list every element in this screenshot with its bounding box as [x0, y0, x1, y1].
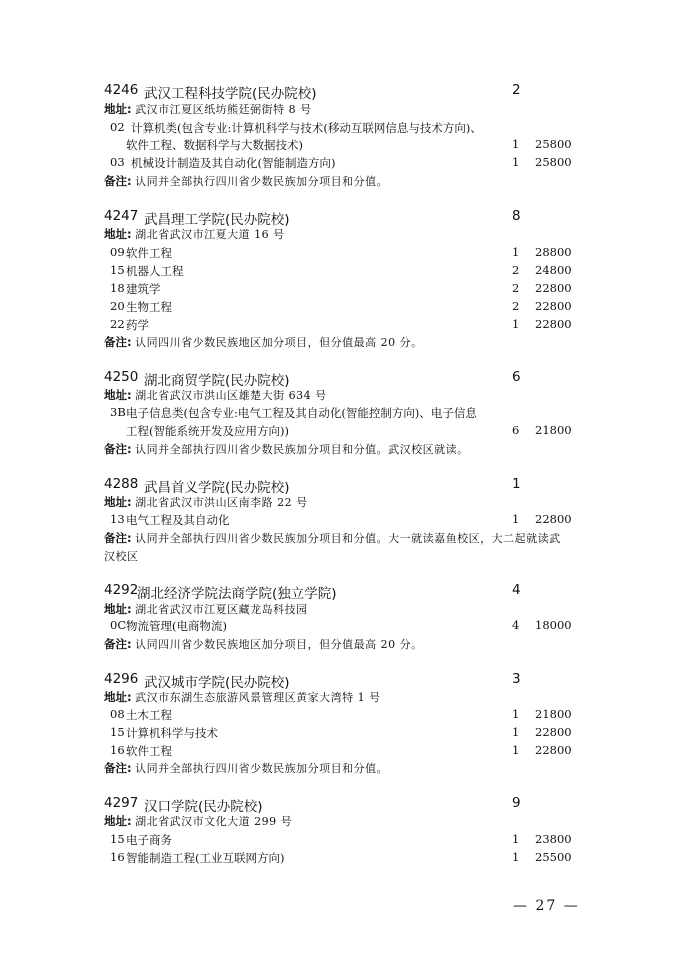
major-count: 4 [512, 618, 520, 632]
major-code: 02 [110, 120, 125, 134]
major-code: 08 [110, 707, 125, 721]
address-value: 武汉市东湖生态旅游风景管理区黄家大湾特 1 号 [135, 691, 381, 704]
major-fee: 25800 [535, 137, 572, 151]
major-row-continued [0, 137, 680, 155]
major-name-continued: 软件工程、数据科学与大数据技术) [126, 138, 303, 152]
note-value: 认同并全部执行四川省少数民族加分项目和分值。大一就读嘉鱼校区，大二起就读武 [135, 532, 561, 545]
note-label: 备注: [104, 637, 132, 651]
major-code: 3B [110, 405, 126, 419]
school-name: 汉口学院(民办院校) [144, 799, 263, 815]
major-name-continued: 工程(智能系统开发及应用方向)) [126, 424, 289, 438]
school-name: 武汉工程科技学院(民办院校) [144, 86, 317, 102]
major-name: 电气工程及其自动化 [126, 513, 230, 527]
school-note [0, 334, 680, 352]
major-fee: 24800 [535, 263, 572, 277]
school-address [0, 494, 680, 512]
major-row [0, 832, 680, 850]
note-value: 认同并全部执行四川省少数民族加分项目和分值。 [135, 175, 389, 188]
major-fee: 22800 [535, 743, 572, 757]
major-code: 15 [110, 725, 125, 739]
major-fee: 22800 [535, 317, 572, 331]
major-count: 1 [512, 155, 520, 169]
school-address [0, 601, 680, 619]
address-label: 地址: [104, 388, 132, 402]
address-value: 湖北省武汉市江夏区藏龙岛科技园 [135, 603, 308, 616]
school-name: 湖北经济学院法商学院(独立学院) [137, 586, 337, 602]
major-fee: 22800 [535, 725, 572, 739]
major-count: 2 [512, 299, 520, 313]
school-address [0, 813, 680, 831]
school-code: 4297 [104, 795, 139, 811]
school-name: 武昌理工学院(民办院校) [144, 212, 290, 228]
address-value: 湖北省武汉市洪山区雄楚大街 634 号 [135, 389, 327, 402]
note-value: 认同四川省少数民族地区加分项目，但分值最高 20 分。 [135, 336, 423, 349]
note-value: 认同四川省少数民族地区加分项目，但分值最高 20 分。 [135, 638, 423, 651]
major-name: 生物工程 [126, 300, 172, 314]
school-code: 4250 [104, 369, 139, 385]
school-header [0, 369, 680, 387]
major-fee: 21800 [535, 707, 572, 721]
major-row [0, 405, 680, 423]
major-row [0, 512, 680, 530]
major-row [0, 120, 680, 138]
major-name: 药学 [126, 318, 149, 332]
school-name: 湖北商贸学院(民办院校) [144, 373, 290, 389]
school-address [0, 689, 680, 707]
major-count: 1 [512, 245, 520, 259]
address-value: 湖北省武汉市文化大道 299 号 [135, 815, 293, 828]
major-row [0, 317, 680, 335]
school-note-continued [0, 548, 680, 566]
major-code: 15 [110, 832, 125, 846]
school-header [0, 208, 680, 226]
major-name: 机械设计制造及其自动化(智能制造方向) [131, 156, 336, 170]
school-note [0, 530, 680, 548]
page-number: — 27 — [513, 898, 580, 914]
major-fee: 22800 [535, 512, 572, 526]
major-fee: 22800 [535, 299, 572, 313]
school-address [0, 101, 680, 119]
major-code: 16 [110, 743, 125, 757]
major-fee: 25500 [535, 850, 572, 864]
school-quota: 2 [512, 82, 521, 98]
school-quota: 8 [512, 208, 521, 224]
note-value-continued: 汉校区 [104, 550, 139, 563]
address-label: 地址: [104, 690, 132, 704]
major-count: 1 [512, 725, 520, 739]
school-code: 4292 [104, 582, 139, 598]
school-header [0, 82, 680, 100]
major-fee: 23800 [535, 832, 572, 846]
major-code: 13 [110, 512, 125, 526]
address-label: 地址: [104, 102, 132, 116]
school-header [0, 476, 680, 494]
major-name: 电子商务 [126, 833, 172, 847]
major-row [0, 263, 680, 281]
major-count: 2 [512, 263, 520, 277]
major-row [0, 707, 680, 725]
major-row [0, 618, 680, 636]
school-quota: 4 [512, 582, 521, 598]
major-code: 09 [110, 245, 125, 259]
school-name: 武昌首义学院(民办院校) [144, 480, 290, 496]
school-quota: 6 [512, 369, 521, 385]
major-count: 1 [512, 137, 520, 151]
note-label: 备注: [104, 761, 132, 775]
major-row-continued [0, 423, 680, 441]
major-code: 03 [110, 155, 125, 169]
school-quota: 3 [512, 671, 521, 687]
address-value: 湖北省武汉市洪山区南李路 22 号 [135, 496, 308, 509]
major-row [0, 725, 680, 743]
address-value: 武汉市江夏区纸坊熊廷弼街特 8 号 [135, 103, 312, 116]
note-label: 备注: [104, 335, 132, 349]
school-note [0, 441, 680, 459]
major-row [0, 245, 680, 263]
major-count: 1 [512, 317, 520, 331]
major-name: 软件工程 [126, 246, 172, 260]
note-label: 备注: [104, 531, 132, 545]
school-code: 4247 [104, 208, 139, 224]
major-count: 1 [512, 707, 520, 721]
address-label: 地址: [104, 227, 132, 241]
address-label: 地址: [104, 602, 132, 616]
major-row [0, 155, 680, 173]
note-value: 认同并全部执行四川省少数民族加分项目和分值。 [135, 762, 389, 775]
major-count: 1 [512, 850, 520, 864]
major-name: 土木工程 [126, 708, 172, 722]
school-header [0, 671, 680, 689]
major-count: 1 [512, 743, 520, 757]
major-code: 0C [110, 618, 127, 632]
major-name: 机器人工程 [126, 264, 184, 278]
major-row [0, 299, 680, 317]
major-name: 计算机科学与技术 [126, 726, 218, 740]
major-name: 建筑学 [126, 282, 161, 296]
major-name: 电子信息类(包含专业:电气工程及其自动化(智能控制方向)、电子信息 [126, 406, 477, 420]
major-fee: 21800 [535, 423, 572, 437]
note-value: 认同并全部执行四川省少数民族加分项目和分值。武汉校区就读。 [135, 443, 469, 456]
major-code: 22 [110, 317, 125, 331]
address-label: 地址: [104, 814, 132, 828]
major-count: 1 [512, 832, 520, 846]
major-count: 1 [512, 512, 520, 526]
school-header [0, 795, 680, 813]
major-name: 智能制造工程(工业互联网方向) [126, 851, 285, 865]
major-fee: 22800 [535, 281, 572, 295]
major-fee: 25800 [535, 155, 572, 169]
major-name: 物流管理(电商物流) [126, 619, 227, 633]
note-label: 备注: [104, 174, 132, 188]
school-note [0, 173, 680, 191]
school-address [0, 387, 680, 405]
school-code: 4296 [104, 671, 139, 687]
major-name: 计算机类(包含专业:计算机科学与技术(移动互联网信息与技术方向)、 [131, 121, 482, 135]
school-note [0, 636, 680, 654]
school-header [0, 582, 680, 600]
major-code: 20 [110, 299, 125, 313]
major-row [0, 743, 680, 761]
major-row [0, 850, 680, 868]
major-fee: 18000 [535, 618, 572, 632]
major-code: 18 [110, 281, 125, 295]
major-count: 6 [512, 423, 520, 437]
address-label: 地址: [104, 495, 132, 509]
school-address [0, 226, 680, 244]
major-name: 软件工程 [126, 744, 172, 758]
school-name: 武汉城市学院(民办院校) [144, 675, 290, 691]
address-value: 湖北省武汉市江夏大道 16 号 [135, 228, 285, 241]
school-note [0, 760, 680, 778]
school-quota: 1 [512, 476, 521, 492]
major-fee: 28800 [535, 245, 572, 259]
major-code: 15 [110, 263, 125, 277]
school-code: 4288 [104, 476, 139, 492]
major-row [0, 281, 680, 299]
school-code: 4246 [104, 82, 139, 98]
school-quota: 9 [512, 795, 521, 811]
note-label: 备注: [104, 442, 132, 456]
major-count: 2 [512, 281, 520, 295]
major-code: 16 [110, 850, 125, 864]
